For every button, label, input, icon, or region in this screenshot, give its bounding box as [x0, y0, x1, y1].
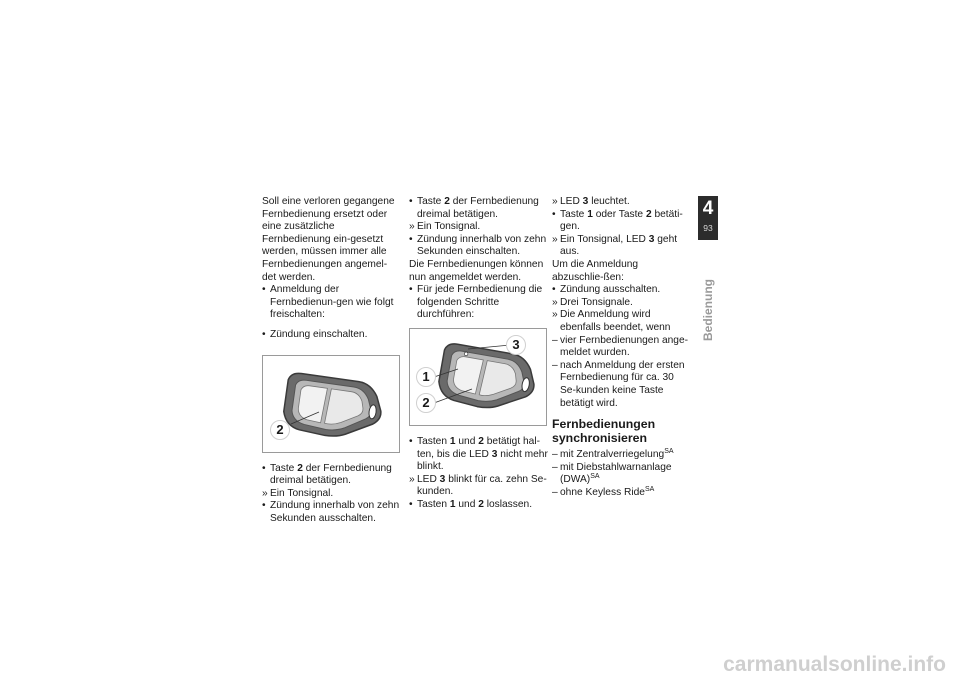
- dash-marker: –: [552, 487, 558, 499]
- bullet-marker: •: [409, 233, 413, 245]
- remote-key-figure-2: [409, 328, 547, 426]
- result-item: » Drei Tonsignale.: [552, 296, 633, 308]
- dash-marker: –: [552, 334, 558, 346]
- watermark: carmanualsonline.info: [723, 653, 946, 676]
- remote-key-figure-1: [262, 355, 400, 453]
- result-item: » Ein Tonsignal.: [262, 487, 334, 499]
- chapter-tab: [698, 196, 718, 240]
- column-2: [409, 196, 549, 512]
- bullet-marker: •: [552, 208, 556, 220]
- dash-item: – ohne Keyless Ride$^{SA}$: [552, 486, 655, 499]
- bullet-marker: •: [409, 196, 413, 207]
- arrow-marker: »: [552, 309, 558, 321]
- arrow-marker: »: [262, 487, 268, 499]
- chapter-number: 4: [702, 198, 714, 219]
- sa-superscript: SA: [664, 448, 674, 456]
- info-paragraph: Die Fernbedienungen können nun angemeldet werden.: [409, 258, 544, 283]
- result-item: » Ein Tonsignal, LED 3 geht aus.: [552, 233, 678, 258]
- result-item: » Ein Tonsignal.: [409, 221, 481, 233]
- info-paragraph: Um die Anmeldung abzuschlie-ßen:: [552, 258, 639, 283]
- callout-3: 3: [506, 335, 526, 355]
- list-item: • Tasten 1 und 2 loslassen.: [409, 498, 533, 510]
- result-item: » Die Anmeldung wird ebenfalls beendet, wenn: [552, 309, 671, 333]
- dash-item: – mit Zentralverriegelung$^{SA}$: [552, 448, 674, 461]
- callout-2: 2: [270, 420, 290, 440]
- bullet-marker: •: [262, 500, 266, 512]
- result-item: » LED 3 leuchtet.: [552, 196, 630, 207]
- list-item: • Tasten 1 und 2 betätigt hal-ten, bis die LED 3 nicht mehr blinkt.: [409, 435, 548, 473]
- sa-superscript: SA: [644, 486, 655, 494]
- list-item: • Zündung innerhalb von zehn Sekunden ausschalten.: [262, 500, 400, 524]
- callout-1: 1: [416, 367, 436, 387]
- sa-superscript: SA: [590, 473, 600, 481]
- list-item: • Zündung ausschalten.: [552, 284, 661, 296]
- dash-item: – mit Diebstahlwarnanlage (DWA)$^{SA}$: [552, 461, 672, 486]
- dash-marker: –: [552, 461, 558, 473]
- list-item: • Für jede Fernbedienung die folgenden Schritte durchführen:: [409, 284, 543, 321]
- page-number: 93: [703, 223, 713, 233]
- arrow-marker: »: [552, 233, 558, 245]
- bullet-marker: •: [262, 284, 266, 296]
- dash-item: – nach Anmeldung der ersten Fernbedienung für ca. 30 Se-kunden keine Taste betätigt wird.: [552, 359, 685, 409]
- bullet-marker: •: [262, 328, 266, 340]
- column-1: [262, 196, 400, 526]
- column-3: [552, 196, 692, 500]
- arrow-marker: »: [409, 221, 415, 233]
- arrow-marker: »: [409, 473, 415, 485]
- callout-2: 2: [416, 393, 436, 413]
- result-item: » LED 3 blinkt für ca. zehn Se-kunden.: [409, 473, 547, 498]
- bullet-marker: •: [409, 498, 413, 510]
- list-item: • Anmeldung der Fernbedienun-gen wie folgt freischalten:: [262, 284, 394, 321]
- chapter-name: Bedienung: [701, 279, 715, 341]
- bullet-marker: •: [552, 284, 556, 296]
- section-heading: Fernbedienungen synchronisieren: [552, 417, 656, 445]
- intro-paragraph: Soll eine verloren gegangene Fernbedienung ersetzt oder eine zusätzliche Fernbedienung ein-gesetzt werden, müssen immer alle Fernbedienungen angemel-det werden.: [262, 196, 395, 283]
- dash-marker: –: [552, 359, 558, 371]
- key-led: [464, 352, 468, 356]
- list-item: • Taste 1 oder Taste 2 betäti-gen.: [552, 208, 683, 233]
- bullet-marker: •: [409, 284, 413, 296]
- bullet-marker: •: [409, 435, 413, 447]
- dash-item: – vier Fernbedienungen ange-meldet wurden.: [552, 334, 689, 359]
- arrow-marker: »: [552, 196, 558, 207]
- list-item: • Taste 2 der Fernbedienung dreimal betätigen.: [409, 196, 539, 220]
- dash-marker: –: [552, 449, 558, 461]
- list-item: • Zündung innerhalb von zehn Sekunden einschalten.: [409, 233, 547, 258]
- list-item: • Taste 2 der Fernbedienung dreimal betätigen.: [262, 462, 392, 487]
- list-item: • Zündung einschalten.: [262, 328, 368, 340]
- arrow-marker: »: [552, 296, 558, 308]
- bullet-marker: •: [262, 462, 266, 474]
